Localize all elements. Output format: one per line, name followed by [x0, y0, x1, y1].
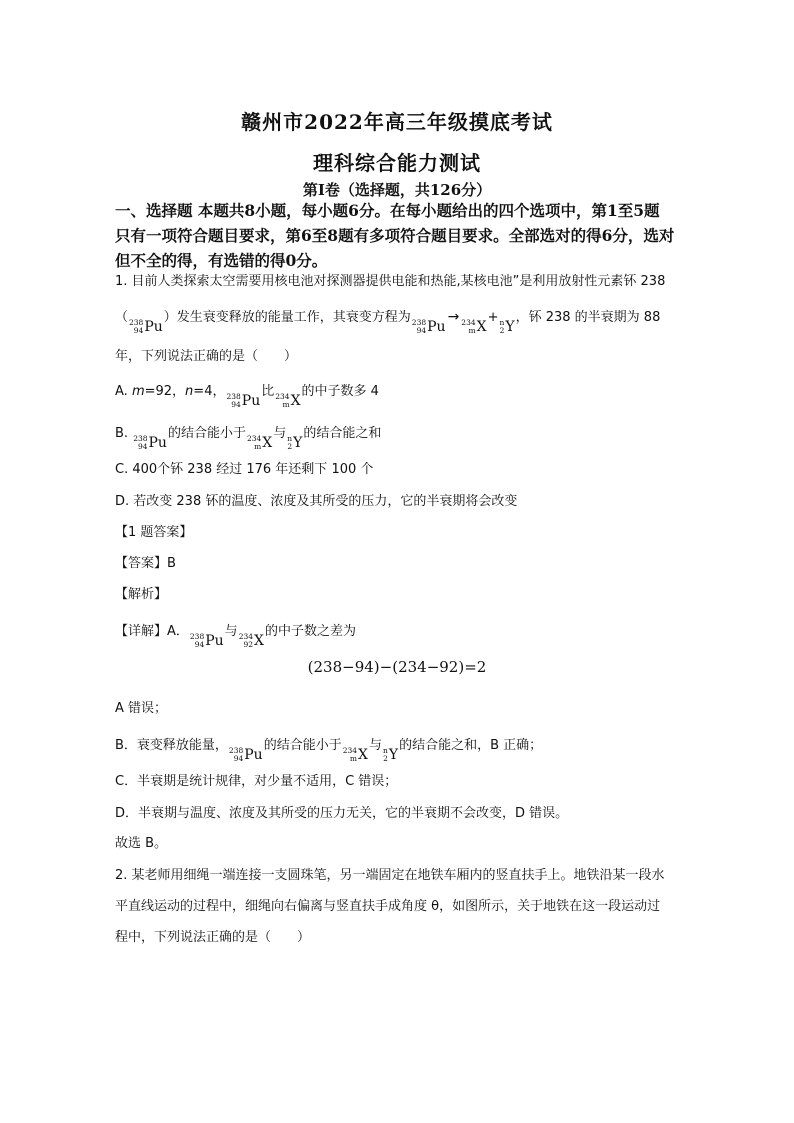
mass-number: n — [287, 434, 293, 443]
mass-number: 234 — [275, 392, 290, 401]
mass-number: n — [499, 318, 505, 327]
var-m: m — [131, 384, 145, 399]
element-symbol: X — [290, 393, 301, 409]
option-text: =4， — [193, 384, 226, 399]
q1-detail-d: D．半衰期与温度、浓度及其所受的压力无关，它的半衰期不会改变，D 错误。 — [115, 806, 569, 821]
instruction-line-2: 只有一项符合题目要求，第6至8题有多项符合题目要求。全部选对的得6分，选对 — [115, 226, 675, 245]
detail-text: 【详解】A． — [115, 624, 189, 639]
detail-text: 的中子数之差为 — [264, 624, 356, 639]
stem-text: ）发生衰变释放的能量工作，其衰变方程为 — [163, 310, 411, 325]
mass-number: 238 — [411, 318, 427, 327]
atomic-number: 94 — [133, 326, 144, 335]
detail-text: B．衰变释放能量， — [115, 738, 228, 753]
q1-answer: 【答案】B — [115, 556, 176, 571]
option-text: 比 — [261, 384, 275, 399]
q1-stem-line-3: 年，下列说法正确的是（ ） — [115, 349, 298, 364]
atomic-number: m — [282, 400, 290, 409]
element-symbol: X — [262, 435, 273, 451]
nuclide-pu — [129, 319, 163, 335]
nuclide-y — [287, 435, 302, 451]
instruction-line-1: 一、选择题 本题共8小题，每小题6分。在每小题给出的四个选项中，第1至5题 — [115, 201, 660, 220]
var-n: n — [185, 384, 194, 399]
nuclide-pu — [412, 319, 446, 335]
mass-number: 234 — [238, 632, 254, 641]
neutron-difference-equation: (238−94)−(234−92)=2 — [307, 658, 487, 676]
nuclide-x — [247, 435, 272, 451]
nuclide-x — [343, 747, 368, 763]
q1-option-d: D. 若改变 238 钚的温度、浓度及其所受的压力，它的半衰期将会改变 — [115, 494, 518, 509]
element-symbol: X — [476, 319, 487, 335]
nuclide-y — [500, 319, 515, 335]
reaction-arrow: → — [447, 309, 460, 325]
exam-title: 赣州市2022年高三年级摸底考试 — [241, 110, 553, 134]
element-symbol: Y — [388, 747, 399, 763]
element-symbol: Y — [293, 435, 303, 451]
option-text: 的结合能之和 — [303, 426, 382, 441]
part-heading: 第I卷（选择题，共126分） — [302, 181, 492, 199]
detail-text: 与 — [224, 624, 238, 639]
exam-subtitle: 理科综合能力测试 — [313, 151, 481, 175]
atomic-number: 94 — [416, 326, 427, 335]
nuclide-x — [275, 393, 300, 409]
nuclide-x — [461, 319, 486, 335]
q1-stem-line-1: 1. 目前人类探索太空需要用核电池对探测器提供电能和热能,某核电池”是利用放射性元素钚 238 — [115, 274, 666, 289]
mass-number: 238 — [189, 632, 205, 641]
q2-stem-line-3: 程中，下列说法正确的是（ ） — [115, 930, 311, 945]
q1-detail-a — [115, 620, 356, 649]
q1-choose: 故选 B。 — [115, 836, 168, 851]
stem-text: ，钚 238 的半衰期为 88 — [515, 310, 661, 325]
element-symbol: X — [358, 747, 368, 763]
q2-stem-line-2: 平直线运动的过程中，细绳向右偏离与竖直扶手成角度 θ，如图所示，关于地铁在这一段运动过 — [115, 899, 661, 914]
q1-a-wrong: A 错误； — [115, 701, 168, 716]
q1-analysis-tag: 【解析】 — [115, 587, 168, 602]
instruction-line-3: 但不全的得，有选错的得0分。 — [115, 251, 328, 270]
option-text: =92， — [144, 384, 186, 399]
element-symbol: X — [254, 633, 264, 649]
mass-number: 238 — [228, 746, 244, 755]
q1-detail-b — [115, 734, 542, 763]
nuclide-pu — [133, 435, 167, 451]
nuclide-pu — [190, 633, 224, 649]
mass-number: 234 — [342, 746, 358, 755]
element-symbol: Pu — [244, 747, 263, 763]
atomic-number: 2 — [499, 326, 505, 335]
element-symbol: Pu — [241, 393, 261, 409]
atomic-number: 92 — [243, 640, 254, 649]
section-instructions — [115, 198, 705, 273]
mass-number: n — [383, 746, 388, 755]
element-symbol: Pu — [427, 319, 446, 335]
mass-number: 234 — [246, 434, 262, 443]
nuclide-pu — [229, 747, 263, 763]
q2-stem-line-1: 2. 某老师用细绳一端连接一支圆珠笔，另一端固定在地铁车厢内的竖直扶手上。地铁沿某一段水 — [115, 868, 665, 883]
atomic-number: m — [468, 326, 476, 335]
atomic-number: 94 — [231, 400, 241, 409]
plus-sign: + — [487, 310, 499, 325]
element-symbol: Pu — [205, 633, 224, 649]
atomic-number: 94 — [194, 640, 205, 649]
q1-option-a — [115, 380, 379, 409]
atomic-number: 94 — [233, 754, 244, 763]
element-symbol: Y — [505, 319, 515, 335]
option-text: 的中子数多 4 — [301, 384, 379, 399]
detail-text: 的结合能小于 — [263, 738, 342, 753]
atomic-number: 2 — [383, 754, 388, 763]
q1-option-c: C. 400个钚 238 经过 176 年还剩下 100 个 — [115, 462, 374, 477]
q1-option-b — [115, 422, 381, 451]
detail-text: 与 — [369, 738, 383, 753]
mass-number: 238 — [133, 434, 148, 443]
element-symbol: Pu — [144, 319, 163, 335]
q1-answer-tag: 【1 题答案】 — [115, 525, 193, 540]
mass-number: 238 — [226, 392, 241, 401]
option-label: B. — [115, 426, 133, 441]
q1-detail-c: C．半衰期是统计规律，对少量不适用，C 错误； — [115, 774, 398, 789]
option-text: 与 — [273, 426, 287, 441]
detail-text: 的结合能之和，B 正确； — [399, 738, 543, 753]
nuclide-x92 — [239, 633, 264, 649]
atomic-number: m — [349, 754, 358, 763]
q1-stem-line-2 — [115, 306, 660, 335]
atomic-number: 2 — [287, 442, 293, 451]
paren-open: （ — [115, 310, 129, 325]
mass-number: 238 — [129, 318, 144, 327]
nuclide-y — [383, 747, 398, 763]
option-label: A. — [115, 384, 132, 399]
atomic-number: m — [254, 442, 262, 451]
option-text: 的结合能小于 — [167, 426, 246, 441]
element-symbol: Pu — [148, 435, 167, 451]
nuclide-pu — [226, 393, 260, 409]
mass-number: 234 — [461, 318, 476, 327]
atomic-number: 94 — [137, 442, 148, 451]
